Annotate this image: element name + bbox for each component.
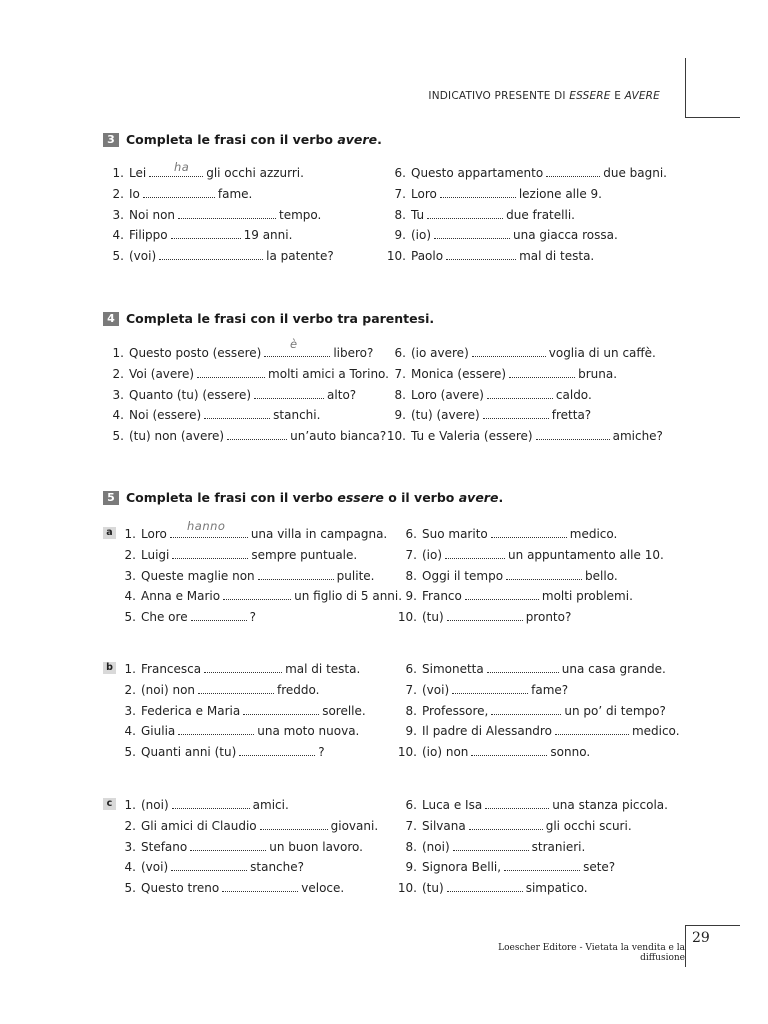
item-text-after: una giacca rossa. [513,228,618,243]
ex5a-right-item-1 [397,527,617,541]
section-title-text-mid: o il verbo [388,490,455,505]
ex5b-right-item-1 [397,662,666,676]
item-text-after: mal di testa. [285,662,361,676]
answer-blank[interactable] [447,611,523,621]
item-text-after: freddo. [277,682,320,697]
ex4-right-item-4 [386,408,591,422]
ex3-right-item-3 [386,208,575,222]
item-text-before: (tu) [422,610,444,625]
header-prefix: INDICATIVO PRESENTE DI [428,90,566,102]
ex5a-left-item-4 [122,589,402,603]
answer-blank[interactable] [471,746,547,756]
item-text-after: un’auto bianca? [290,429,387,444]
answer-blank[interactable] [197,368,265,378]
item-number: 9. [405,589,417,604]
answer-blank[interactable] [198,684,274,694]
item-text-before: Quanto (tu) (essere) [129,387,252,402]
item-number: 3. [124,839,136,854]
handwritten-answer-hanno: hanno [187,519,226,533]
item-text-before: Suo marito [422,527,488,541]
page-number: 29 [692,930,710,946]
answer-blank[interactable] [222,882,298,892]
answer-blank[interactable] [427,209,503,219]
answer-blank[interactable] [452,684,528,694]
item-number: 10. [386,249,406,264]
ex4-left-item-4 [110,408,320,422]
section-title-text: Completa le frasi con il verbo [126,132,333,147]
item-number: 3. [124,568,136,583]
ex4-left-item-3 [110,388,356,402]
answer-blank[interactable] [536,430,610,440]
item-number: 8. [405,839,417,854]
item-text-after: sempre puntuale. [251,547,358,562]
item-number: 4. [124,724,136,739]
item-text-before: Giulia [141,724,176,739]
ex3-right-item-5 [386,249,594,263]
footer-copyright: Loescher Editore - Vietata la vendita e la diffusione [498,943,685,963]
item-text-before: Monica (essere) [411,366,507,381]
answer-blank[interactable] [509,368,575,378]
item-text-before: Professore, [422,703,489,718]
answer-blank[interactable] [491,528,567,538]
frame-line-top-horizontal [685,117,740,118]
item-number: 7. [405,682,417,697]
ex5a-left-item-2 [122,548,357,562]
item-text-before: Quanti anni (tu) [141,745,237,760]
answer-blank[interactable] [171,861,247,871]
item-number: 6. [405,527,417,541]
item-text-before: Paolo [411,249,444,264]
ex5b-right-item-3 [397,704,666,718]
frame-line-bottom-vertical [685,925,686,967]
ex4-left-item-2 [110,367,389,381]
item-text-after: fretta? [551,408,592,423]
item-text-after: un buon lavoro. [269,839,363,854]
answer-blank[interactable] [191,611,247,621]
item-text-after: un po’ di tempo? [564,703,666,718]
ex3-left-item-4 [110,228,292,242]
item-text-after: amiche? [612,429,663,444]
ex3-right-item-1 [386,166,667,180]
item-text-before: (tu) (avere) [411,408,480,423]
item-text-after: ? [249,610,256,625]
section-number: 3 [103,133,119,147]
item-text-before: Luca e Isa [422,798,483,812]
item-text-after: amici. [252,798,289,812]
answer-blank[interactable] [254,389,324,399]
item-text-after: due fratelli. [506,207,575,222]
item-number: 1. [112,346,124,360]
answer-blank[interactable] [260,820,328,830]
item-text-before: Anna e Mario [141,589,221,604]
header-conj: E [614,90,622,102]
item-number: 4. [112,408,124,423]
item-number: 3. [124,703,136,718]
section-title-end: . [377,132,382,147]
item-number: 3. [112,387,124,402]
ex5b-left-item-4 [122,724,359,738]
item-number: 4. [124,860,136,875]
item-number: 6. [394,346,406,360]
section-4-title [103,311,434,326]
section-number: 5 [103,491,119,505]
answer-blank[interactable] [446,250,516,260]
handwritten-answer-ha: ha [174,160,190,174]
item-text-before: (noi) [141,798,169,812]
item-text-after: un appuntamento alle 10. [508,547,664,562]
item-number: 5. [112,429,124,444]
item-text-before: Noi (essere) [129,408,202,423]
item-text-before: (tu) [422,881,444,896]
answer-blank[interactable] [453,841,529,851]
item-number: 7. [394,366,406,381]
item-text-before: (tu) non (avere) [129,429,225,444]
ex5c-right-item-2 [397,819,632,833]
answer-blank[interactable] [227,430,287,440]
ex5b-right-item-2 [397,683,568,697]
item-text-before: Gli amici di Claudio [141,818,257,833]
answer-blank[interactable] [506,570,582,580]
item-text-before: Francesca [141,662,202,676]
item-text-before: Voi (avere) [129,366,195,381]
answer-blank[interactable] [178,725,254,735]
item-text-before: Che ore [141,610,188,625]
item-text-before: Franco [422,589,462,604]
ex4-right-item-1 [386,346,656,360]
item-text-before: Simonetta [422,662,484,676]
item-text-after: un figlio di 5 anni. [294,589,403,604]
item-number: 8. [394,387,406,402]
item-text-after: molti amici a Torino. [268,366,389,381]
section-5-title [103,490,503,505]
ex5b-left-item-5 [122,745,325,759]
answer-blank[interactable] [159,250,263,260]
item-text-before: Lei [129,166,147,180]
item-number: 10. [397,745,417,760]
answer-blank[interactable] [264,347,330,357]
item-text-after: voglia di un caffè. [548,346,656,360]
item-text-after: la patente? [266,249,334,264]
item-number: 1. [124,527,136,541]
item-text-after: medico. [631,724,680,739]
item-number: 8. [405,568,417,583]
ex5b-left-item-1 [122,662,360,676]
ex5a-right-item-4 [397,589,633,603]
item-text-after: sete? [583,860,616,875]
section-3-title [103,132,382,147]
answer-blank[interactable] [149,167,203,177]
item-text-after: sorelle. [322,703,366,718]
section-number: 4 [103,312,119,326]
handwritten-answer-e: è [290,337,298,351]
item-number: 5. [124,881,136,896]
item-text-after: stanche? [250,860,305,875]
ex5a-left-item-5 [122,610,256,624]
item-text-before: Silvana [422,818,466,833]
answer-blank[interactable] [223,590,291,600]
item-text-before: Queste maglie non [141,568,255,583]
ex3-left-item-3 [110,208,321,222]
item-text-after: sonno. [550,745,591,760]
item-number: 5. [112,249,124,264]
answer-blank[interactable] [170,528,248,538]
answer-blank[interactable] [172,549,248,559]
item-text-before: (voi) [129,249,157,264]
item-text-after: bello. [585,568,618,583]
item-text-before: Questo treno [141,881,220,896]
item-text-after: molti problemi. [541,589,633,604]
item-text-before: Questo posto (essere) [129,346,262,360]
ex5c-left-item-3 [122,840,363,854]
item-text-after: stanchi. [273,408,321,423]
item-text-before: Tu e Valeria (essere) [411,429,533,444]
item-number: 10. [397,610,417,625]
item-text-before: (io avere) [411,346,469,360]
ex5c-left-item-4 [122,860,304,874]
item-number: 10. [386,429,406,444]
answer-blank[interactable] [472,347,546,357]
ex5b-right-item-5 [397,745,590,759]
item-text-before: (io) [422,547,443,562]
ex5c-left-item-2 [122,819,378,833]
section-title-text: Completa le frasi con il verbo [126,490,333,505]
item-number: 1. [124,798,136,812]
answer-blank[interactable] [204,663,282,673]
ex3-right-item-2 [386,187,602,201]
item-text-before: Signora Belli, [422,860,502,875]
subsection-tag-b: b [103,662,116,674]
ex5a-left-item-1 [122,527,387,541]
item-text-after: simpatico. [525,881,588,896]
answer-blank[interactable] [491,705,561,715]
header-word-essere: ESSERE [569,90,611,102]
item-text-after: fame? [531,682,569,697]
answer-blank[interactable] [258,570,334,580]
item-number: 2. [124,682,136,697]
item-text-before: Filippo [129,228,168,243]
item-text-before: Tu [411,207,425,222]
item-text-before: (noi) [422,839,450,854]
ex5b-left-item-2 [122,683,319,697]
item-text-before: Noi non [129,207,176,222]
item-number: 4. [124,589,136,604]
item-number: 10. [397,881,417,896]
item-number: 3. [112,207,124,222]
item-number: 1. [124,662,136,676]
subsection-tag-c: c [103,798,116,810]
ex4-right-item-5 [386,429,663,443]
item-number: 2. [112,186,124,201]
section-title-text: Completa le frasi con il verbo tra parentesi. [126,311,435,326]
ex4-left-item-1 [110,346,373,360]
item-text-before: Io [129,186,140,201]
ex5c-right-item-1 [397,798,668,812]
item-text-after: giovani. [330,818,379,833]
answer-blank[interactable] [465,590,539,600]
header-word-avere: AVERE [624,90,660,102]
item-number: 4. [112,228,124,243]
item-number: 6. [405,662,417,676]
item-text-before: (io) [411,228,432,243]
item-number: 9. [394,228,406,243]
ex4-right-item-3 [386,388,592,402]
section-title-italic: avere [337,132,378,147]
ex3-right-item-4 [386,228,618,242]
ex5b-left-item-3 [122,704,366,718]
answer-blank[interactable] [487,663,559,673]
item-number: 6. [394,166,406,180]
item-text-after: medico. [569,527,618,541]
item-number: 2. [124,818,136,833]
item-text-before: Il padre di Alessandro [422,724,552,739]
answer-blank[interactable] [504,861,580,871]
answer-blank[interactable] [447,882,523,892]
item-number: 8. [394,207,406,222]
item-number: 5. [124,610,136,625]
item-text-after: una villa in campagna. [250,527,388,541]
item-number: 2. [112,366,124,381]
item-number: 7. [405,818,417,833]
section-title-end: . [498,490,504,505]
answer-blank[interactable] [487,389,553,399]
item-text-after: fame. [217,186,253,201]
ex3-left-item-1 [110,166,304,180]
answer-blank[interactable] [445,549,505,559]
item-number: 1. [112,166,124,180]
answer-blank[interactable] [143,188,215,198]
answer-blank[interactable] [485,799,549,809]
item-text-after: 19 anni. [243,228,293,243]
ex5a-right-item-2 [397,548,664,562]
ex5b-right-item-4 [397,724,680,738]
answer-blank[interactable] [239,746,315,756]
section-title-italic-avere: avere [458,490,499,505]
ex5a-right-item-5 [397,610,571,624]
item-text-before: Stefano [141,839,188,854]
ex3-left-item-5 [110,249,334,263]
item-text-before: Federica e Maria [141,703,241,718]
item-text-after: due bagni. [603,166,667,180]
answer-blank[interactable] [434,229,510,239]
item-number: 9. [405,724,417,739]
item-number: 7. [394,186,406,201]
frame-line-top-vertical [685,58,686,118]
item-text-before: Questo appartamento [411,166,544,180]
item-text-after: pulite. [336,568,375,583]
item-text-before: (io) non [422,745,469,760]
answer-blank[interactable] [190,841,266,851]
item-text-after: pronto? [525,610,572,625]
answer-blank[interactable] [204,409,270,419]
item-text-after: libero? [333,346,374,360]
answer-blank[interactable] [178,209,276,219]
answer-blank[interactable] [172,799,250,809]
item-number: 5. [124,745,136,760]
item-text-after: una casa grande. [561,662,666,676]
answer-blank[interactable] [555,725,629,735]
item-text-after: stranieri. [531,839,586,854]
answer-blank[interactable] [469,820,543,830]
item-text-before: (voi) [141,860,169,875]
answer-blank[interactable] [171,229,241,239]
item-text-after: gli occhi azzurri. [206,166,304,180]
item-text-before: Loro [141,527,167,541]
item-text-before: Luigi [141,547,170,562]
subsection-tag-a: a [103,527,116,539]
item-number: 2. [124,547,136,562]
answer-blank[interactable] [440,188,516,198]
ex3-left-item-2 [110,187,252,201]
item-text-after: veloce. [301,881,345,896]
ex4-right-item-2 [386,367,617,381]
item-text-after: una stanza piccola. [552,798,668,812]
item-number: 7. [405,547,417,562]
item-text-before: Loro [411,186,437,201]
answer-blank[interactable] [546,167,600,177]
item-text-after: bruna. [578,366,618,381]
item-text-before: Oggi il tempo [422,568,504,583]
item-text-after: caldo. [555,387,592,402]
item-text-after: tempo. [279,207,322,222]
item-text-after: lezione alle 9. [518,186,602,201]
ex5c-right-item-3 [397,840,585,854]
ex5a-left-item-3 [122,569,374,583]
ex5c-right-item-5 [397,881,588,895]
item-number: 9. [405,860,417,875]
item-text-before: Loro (avere) [411,387,484,402]
ex5c-left-item-1 [122,798,289,812]
item-text-before: (voi) [422,682,450,697]
ex5c-left-item-5 [122,881,344,895]
item-text-after: alto? [327,387,357,402]
ex5c-right-item-4 [397,860,615,874]
item-text-after: una moto nuova. [257,724,360,739]
item-text-after: gli occhi scuri. [545,818,632,833]
frame-line-bottom-horizontal [685,925,740,926]
item-number: 8. [405,703,417,718]
ex5a-right-item-3 [397,569,618,583]
section-title-italic-essere: essere [337,490,384,505]
item-number: 9. [394,408,406,423]
item-text-before: (noi) non [141,682,196,697]
item-text-after: ? [318,745,325,760]
answer-blank[interactable] [243,705,319,715]
ex4-left-item-5 [110,429,386,443]
item-number: 6. [405,798,417,812]
running-header [330,90,660,102]
answer-blank[interactable] [483,409,549,419]
item-text-after: mal di testa. [519,249,595,264]
